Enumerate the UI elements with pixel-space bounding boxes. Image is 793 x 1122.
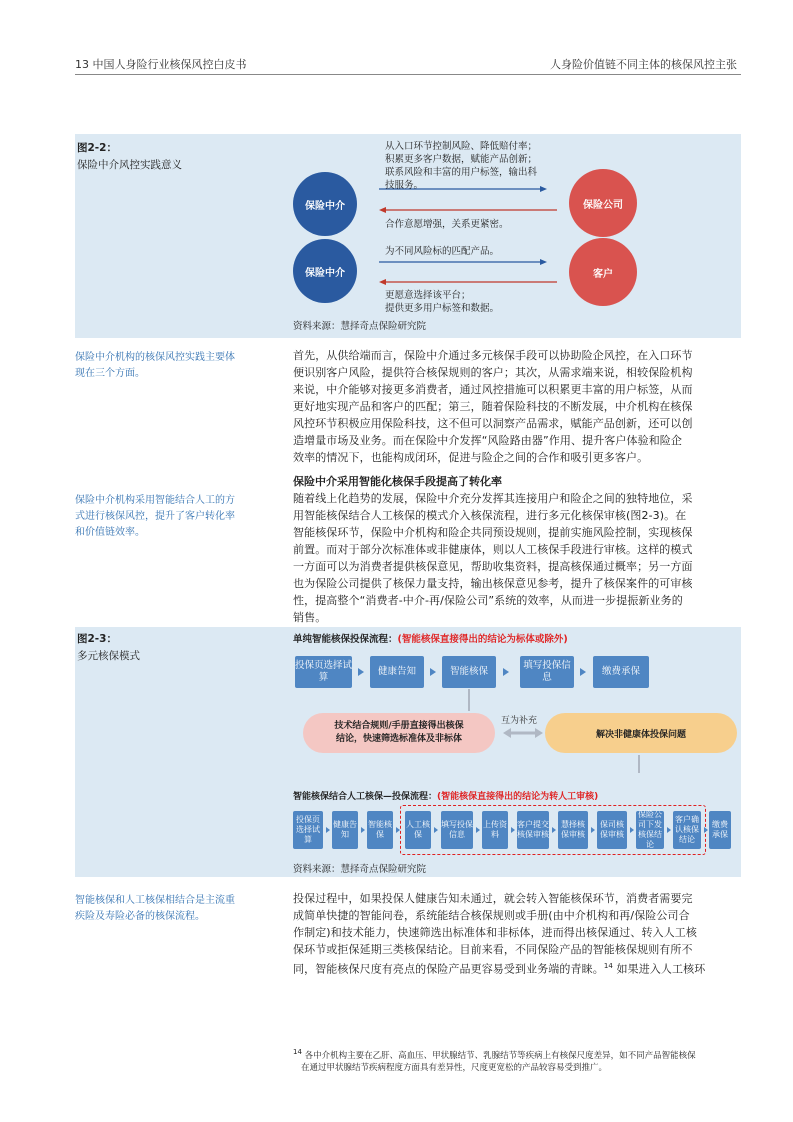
node-insurer: 保险公司 — [569, 169, 637, 237]
flow2-step-7: 客户提交核保审核 — [517, 811, 549, 849]
flow2-title: 智能核保结合人工核保—投保流程：(智能核保直接得出的结论为转人工审核) — [293, 792, 599, 802]
flow2-arrow — [476, 827, 480, 833]
flow1-step-3: 智能核保 — [442, 656, 496, 688]
header-right: 人身险价值链不同主体的核保风控主张 — [550, 58, 737, 71]
header-divider — [75, 74, 741, 75]
pill-rule-screening: 技术结合规则/手册直接得出核保 结论，快速筛选标准体及非标体 — [303, 713, 495, 753]
figure-caption: 多元核保模式 — [77, 650, 140, 662]
flow2-arrow — [396, 827, 400, 833]
flow2-step-5: 填写投保信息 — [441, 811, 473, 849]
flow2-step-3: 智能核保 — [367, 811, 393, 849]
flow2-arrow — [552, 827, 556, 833]
note-intermediary-to-customer: 为不同风险标的匹配产品。 — [385, 246, 500, 257]
flow2-step-2: 健康告知 — [332, 811, 358, 849]
flow1-step-2: 健康告知 — [370, 656, 424, 688]
figure-source: 资料来源：慧择奇点保险研究院 — [293, 321, 427, 332]
note-insurer-to-intermediary: 合作意愿增强，关系更紧密。 — [385, 219, 509, 230]
note-customer-to-intermediary: 更愿意选择该平台； 提供更多用户标签和数据。 — [385, 290, 500, 314]
paragraph-3: 投保过程中，如果投保人健康告知未通过，就会转入智能核保环节，消费者需要完 成简单快捷的智能问卷，系统能结合核保规则或手册(由中介机构和再/保险公司合 作制定)和技术能力，快速筛选出标准体和非标体，进而得出核保通过、转入人工核 保环节或拒保延期三类核保结论。目前来看，不同保险产品的智能核保规则有所不 同，智能核保尺度有亮点的保险产品更容易受到业务端的青睐。$^{14}$ 如果进入人工核环 — [293, 892, 706, 976]
flow2-step-11: 客户确认核保结论 — [673, 811, 701, 849]
flow2-arrow — [434, 827, 438, 833]
side-note-3: 智能核保和人工核保相结合是主流重 疾险及寿险必备的核保流程。 — [75, 895, 235, 922]
note-intermediary-to-insurer: 从入口环节控制风险、降低赔付率； 积累更多客户数据，赋能产品创新； 联系风险和丰富的用户标签，输出科 技服务。 — [385, 141, 538, 191]
section-subtitle: 保险中介采用智能化核保手段提高了转化率 — [293, 475, 502, 488]
figure-2-3 — [75, 627, 741, 877]
flow2-arrow — [591, 827, 595, 833]
side-note-2: 保险中介机构采用智能结合人工的方 式进行核保风控，提升了客户转化率 和价值链效率。 — [75, 495, 235, 538]
flow2-arrow — [326, 827, 330, 833]
flow2-step-6: 上传资料 — [482, 811, 508, 849]
figure-source: 资料来源：慧择奇点保险研究院 — [293, 864, 427, 875]
header-left: 13 中国人身险行业核保风控白皮书 — [75, 58, 247, 71]
flow1-title: 单纯智能核保投保流程：(智能核保直接得出的结论为标体或除外) — [293, 634, 568, 645]
flow1-step-5: 缴费承保 — [593, 656, 649, 688]
pill-non-healthy: 解决非健康体投保问题 — [545, 713, 737, 753]
node-intermediary-1: 保险中介 — [293, 172, 357, 236]
flow2-arrow — [630, 827, 634, 833]
figure-number: 图2-3： — [77, 633, 117, 645]
flow2-step-8: 慧择核保审核 — [558, 811, 588, 849]
flow1-step-1: 投保页选择试算 — [295, 656, 352, 688]
figure-2-2 — [75, 134, 741, 338]
complement-label: 互为补充 — [501, 716, 538, 726]
footnote-ref[interactable]: 14 — [603, 962, 613, 970]
side-note-1: 保险中介机构的核保风控实践主要体 现在三个方面。 — [75, 352, 235, 379]
node-intermediary-2: 保险中介 — [293, 239, 357, 303]
flow2-arrow — [704, 827, 708, 833]
flow2-step-1: 投保页选择试算 — [293, 811, 323, 849]
node-customer: 客户 — [569, 238, 637, 306]
flow2-arrow — [361, 827, 365, 833]
flow2-arrow — [667, 827, 671, 833]
flow2-step-10: 保险公司下发核保结论 — [638, 810, 662, 849]
flow1-step-4: 填写投保信息 — [520, 656, 574, 688]
flow2-step-4: 人工核保 — [405, 811, 431, 849]
flow2-step-9: 保司核保审核 — [597, 811, 627, 849]
figure-number: 图2-2： — [77, 142, 117, 154]
paragraph-1: 首先，从供给端而言，保险中介通过多元核保手段可以协助险企风控，在入口环节 便识别客户风险，提供符合核保规则的客户；其次，从需求端来说，相较保险机构 来说，中介能够对接更多消费者，通过风控措施可以积累更丰富的用户标签，从而 更好地实现产品和客户的匹配；第三，随着保险科技的不断发展，中介机构在核保 风控环节积极应用保险科技，这不但可以洞察产品需求，赋能产品创新，还可以创 造增量市场及业务。而在保险中介发挥“风险路由器”作用、提升客户体验和险企 效率的情况下，也能构成闭环，促进与险企之间的合作和吸引更多客户。 — [293, 349, 693, 464]
flow2-arrow — [511, 827, 515, 833]
figure-caption: 保险中介风控实践意义 — [77, 159, 182, 171]
paragraph-2: 随着线上化趋势的发展，保险中介充分发挥其连接用户和险企之间的独特地位，采 用智能核保结合人工核保的模式介入核保流程，进行多元化核保审核(图2-3)。在 智能核保环节，保险中介机构和险企共同预设规则，提前实施风险控制，实现核保 前置。而对于部分次标准体或非健康体，则以人工核保手段进行审核。这样的模式 一方面可以为消费者提供核保意见，帮助收集资料，提高核保通过概率；另一方面 也为保险公司提供了核保力量支持，输出核保意见参考，提升了核保案件的可审核 性，提高整个“消费者-中介-再/保险公司”系统的效率，从而进一步提振新业务的 销售。 — [293, 492, 693, 624]
footnote-14: $^{14}$ 各中介机构主要在乙肝、高血压、甲状腺结节、乳腺结节等疾病上有核保尺度差异，如不同产品智能核保 在通过甲状腺结节疾病程度方面具有差异性，尺度更宽松的产品较容易受到推广。 — [293, 1048, 696, 1073]
flow2-step-12: 缴费承保 — [709, 811, 731, 849]
